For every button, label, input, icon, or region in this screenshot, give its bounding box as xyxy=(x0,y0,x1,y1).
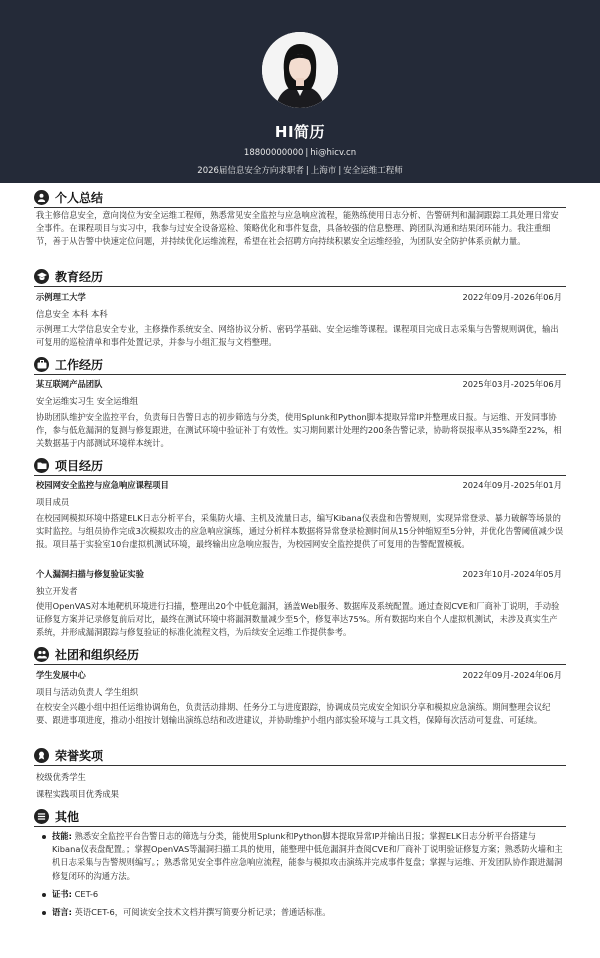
job-intent: 2026届信息安全方向求职者 xyxy=(197,166,304,176)
section-title: 项目经历 xyxy=(55,458,104,473)
project-role: 项目成员 xyxy=(36,497,70,507)
email-address: hi@hicv.cn xyxy=(310,148,357,158)
project-name: 校园网安全监控与应急响应课程项目 xyxy=(36,480,169,490)
briefcase-icon xyxy=(34,357,49,372)
target-city: 上海市 xyxy=(310,166,337,176)
project-description: 使用OpenVAS对本地靶机环境进行扫描，整理出20个中低危漏洞，涵盖Web服务、数据库及系统配置。通过查阅CVE和厂商补丁说明，手动验证修复方案并记录修复前后对比，最终在测试环境中将漏洞数量减少至5个，修复率达75%。所有数据均来自个人虚拟机测试，未涉及真实生产系统，并形成漏洞跟踪与修复验证的标准化流程文档，为后续安全运维工作提供参考。 xyxy=(36,601,560,638)
certificate-label: 证书: xyxy=(52,888,72,899)
section-divider xyxy=(34,374,566,375)
section-title: 其他 xyxy=(55,809,80,824)
organization-name: 学生发展中心 xyxy=(36,670,86,680)
section-divider xyxy=(34,207,566,208)
section-title: 个人总结 xyxy=(55,190,104,205)
project-date: 2024年09月-2025年01月 xyxy=(462,480,562,490)
work-description: 协助团队维护安全监控平台，负责每日告警日志的初步筛选与分类，使用Splunk和Python脚本提取异常IP并整理成日报。与运维、开发同事协作，参与低危漏洞的复测与修复跟进，在测试环境中验证补丁有效性。实习期间累计处理约200条告警记录，协助将误报率从35%降至22%，相关数据基于内部测试环境样本统计。 xyxy=(36,412,562,449)
language-text: 英语CET-6，可阅读安全技术文档并撰写简要分析记录；普通话标准。 xyxy=(74,907,331,918)
language-item xyxy=(40,906,564,919)
project-date: 2023年10月-2024年05月 xyxy=(462,569,562,579)
section-other-heading xyxy=(34,807,79,825)
section-work-heading xyxy=(34,355,103,373)
resume-header xyxy=(0,0,600,183)
section-campus-heading xyxy=(34,645,139,663)
education-description: 示例理工大学信息安全专业，主修操作系统安全、网络协议分析、密码学基础、安全运维等课程。课程项目完成日志采集与告警规则调优，输出可复用的巡检清单和事件处置记录，并参与小组汇报与文档整理。 xyxy=(36,324,559,348)
section-divider xyxy=(34,765,566,766)
skills-label: 技能: xyxy=(52,831,72,841)
phone-number: 18800000000 xyxy=(243,148,304,158)
folder-icon xyxy=(34,458,49,473)
language-label: 语言: xyxy=(52,907,72,918)
certificate-text: CET-6 xyxy=(74,888,99,899)
education-major: 信息安全 本科 本科 xyxy=(36,309,108,319)
work-date: 2025年03月-2025年06月 xyxy=(462,379,562,389)
school-name: 示例理工大学 xyxy=(36,292,86,302)
section-education-heading xyxy=(34,267,103,285)
candidate-name: HI简历 xyxy=(274,123,326,141)
project-name: 个人漏洞扫描与修复验证实验 xyxy=(36,569,144,579)
section-title: 社团和组织经历 xyxy=(55,647,140,662)
section-title: 荣誉奖项 xyxy=(55,748,104,763)
other-list xyxy=(40,830,564,924)
education-date: 2022年09月-2026年06月 xyxy=(462,292,562,302)
section-title: 教育经历 xyxy=(55,269,104,284)
section-divider xyxy=(34,664,566,665)
job-intent-line: 2026届信息安全方向求职者 | 上海市 | 安全运维工程师 xyxy=(197,166,403,176)
certificate-item xyxy=(40,888,564,901)
project-role: 独立开发者 xyxy=(36,586,78,596)
section-divider xyxy=(34,286,566,287)
award-icon xyxy=(34,748,49,763)
section-title: 工作经历 xyxy=(55,357,104,372)
company-name: 某互联网产品团队 xyxy=(36,379,103,389)
group-icon xyxy=(34,647,49,662)
skills-text: 熟悉安全监控平台告警日志的筛选与分类，能使用Splunk和Python脚本提取异常IP并输出日报；掌握ELK日志分析平台搭建与Kibana仪表盘配置。；掌握OpenVAS等漏洞扫描工具的使用，能整理中低危漏洞并查阅CVE和厂商补丁说明验证修复方案；熟悉防火墙和主机日志采集与告警规则编写。；熟悉常见安全事件应急响应流程，能参与模拟攻击演练并完成事件复盘；掌握与运维、开发团队协作跟进漏洞修复闭环的沟通方法。 xyxy=(52,831,563,881)
award-item: 课程实践项目优秀成果 xyxy=(36,789,119,799)
campus-role: 项目与活动负责人 学生组织 xyxy=(36,687,139,697)
target-position: 安全运维工程师 xyxy=(343,166,403,176)
contact-line: 18800000000 | hi@hicv.cn xyxy=(243,148,357,158)
award-item: 校级优秀学生 xyxy=(36,772,86,782)
skills-item xyxy=(40,830,564,883)
project-description: 在校园网模拟环境中搭建ELK日志分析平台，采集防火墙、主机及流量日志，编写Kibana仪表盘和告警规则，实现异常登录、暴力破解等场景的实时监控。与组员协作完成3次模拟攻击的应急响应演练，通过分析样本数据将异常登录检测时间从15分钟缩短至5分钟，并优化告警阈值减少误报。项目基于实验室10台虚拟机测试环境，最终输出应急响应报告，为校园网安全监控提供了可复用的告警配置模板。 xyxy=(36,513,564,550)
person-icon xyxy=(34,190,49,205)
list-icon xyxy=(34,809,49,824)
summary-text: 我主修信息安全，意向岗位为安全运维工程师，熟悉常见安全监控与应急响应流程，能熟练使用日志分析、告警研判和漏洞跟踪工具处理日常安全事件。在课程项目与实习中，我参与过安全设备巡检、策略优化和事件复盘，具备较强的信息整理、跨团队沟通和结果闭环能力。我注重细节，善于从告警中快速定位问题，并持续优化运维流程，希望在社会招聘方向持续积累安全运维经验，为团队安全防护体系贡献力量。 xyxy=(36,210,559,247)
section-projects-heading xyxy=(34,456,103,474)
work-role: 安全运维实习生 安全运维组 xyxy=(36,396,139,406)
section-awards-heading xyxy=(34,746,103,764)
graduation-cap-icon xyxy=(34,269,49,284)
campus-date: 2022年09月-2024年06月 xyxy=(462,670,562,680)
campus-description: 在校安全兴趣小组中担任运维协调角色，负责活动排期、任务分工与进度跟踪，协调成员完成安全知识分享和模拟应急演练。期间整理会议纪要、跟进事项进度，推动小组按计划输出演练总结和改进建议，并协助维护小组内部实验环境与工具文档，保障每次活动可复盘、可延续。 xyxy=(36,702,551,726)
section-divider xyxy=(34,475,566,476)
section-summary-heading xyxy=(34,188,103,206)
section-divider xyxy=(34,826,566,827)
profile-photo xyxy=(262,32,338,108)
